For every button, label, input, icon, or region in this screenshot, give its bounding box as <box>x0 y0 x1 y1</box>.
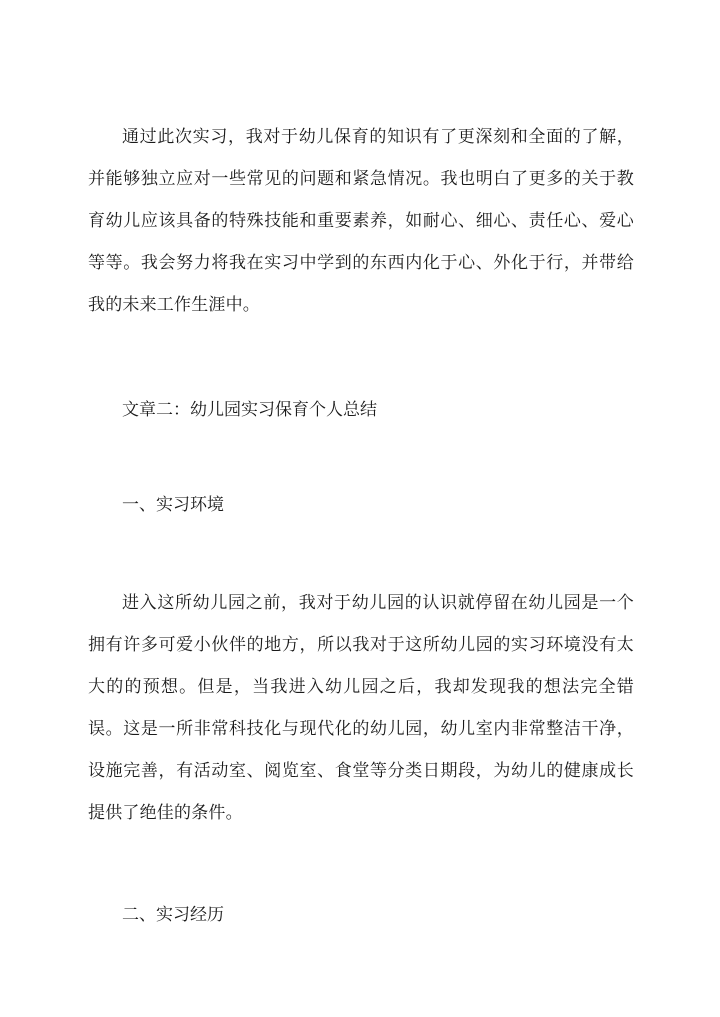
section-heading: 一、实习环境 <box>122 495 224 515</box>
article-title: 文章二：幼儿园实习保育个人总结 <box>122 400 377 420</box>
body-paragraph: 进入这所幼儿园之前，我对于幼儿园的认识就停留在幼儿园是一个拥有许多可爱小伙伴的地方，所以我对于这所幼儿园的实习环境没有太大的的预想。但是，当我进入幼儿园之后，我却发现我的想法完全错误。这是一所非常科技化与现代化的幼儿园，幼儿室内非常整洁干净，设施完善，有活动室、阅览室、食堂等分类日期段，为幼儿的健康成长提供了绝佳的条件。 <box>88 593 634 823</box>
section-heading: 二、实习经历 <box>122 905 224 925</box>
body-paragraph: 通过此次实习，我对于幼儿保育的知识有了更深刻和全面的了解，并能够独立应对一些常见的问题和紧急情况。我也明白了更多的关于教育幼儿应该具备的特殊技能和重要素养，如耐心、细心、责任心、爱心等等。我会努力将我在实习中学到的东西内化于心、外化于行，并带给我的未来工作生涯中。 <box>88 127 634 315</box>
